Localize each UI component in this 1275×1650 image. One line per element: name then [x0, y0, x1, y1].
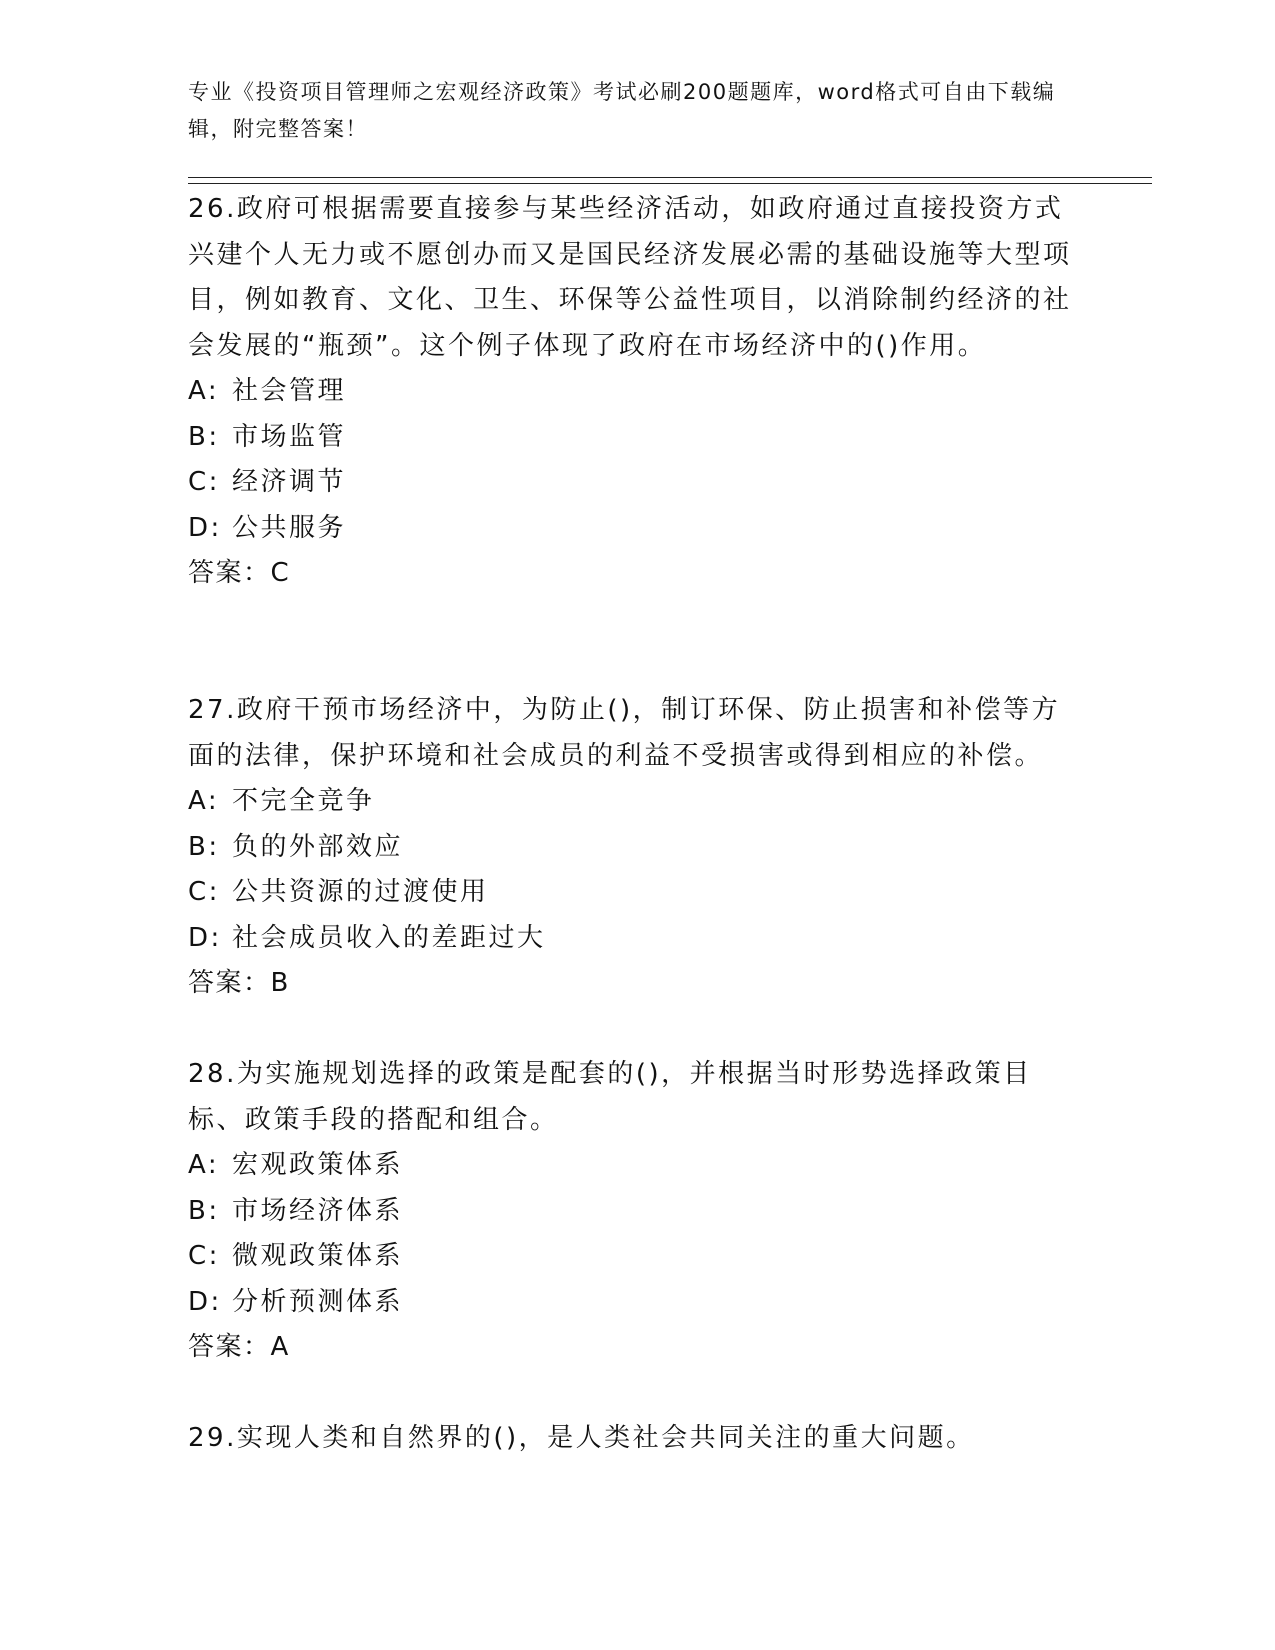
option-c	[188, 870, 1088, 916]
answer-label: 答案：A	[188, 1332, 290, 1362]
option-text: 社会成员收入的差距过大	[232, 922, 546, 953]
option-letter: C:	[188, 1241, 220, 1271]
option-letter: B:	[188, 831, 220, 862]
option-text: 宏观政策体系	[232, 1150, 404, 1180]
document-header: 专业《投资项目管理师之宏观经济政策》考试必刷200题题库，word格式可自由下载编辑，附完整答案！	[188, 80, 1056, 141]
question-text: 29.实现人类和自然界的()，是人类社会共同关注的重大问题。	[188, 1423, 975, 1453]
option-text: 公共资源的过渡使用	[232, 877, 489, 907]
option-letter: A:	[188, 786, 220, 816]
question-29	[188, 1416, 1088, 1462]
option-letter: D:	[188, 1286, 222, 1317]
question-26	[188, 187, 1088, 597]
option-a	[188, 1143, 1088, 1189]
answer-label: 答案：B	[188, 968, 290, 998]
question-text: 27.政府干预市场经济中，为防止()，制订环保、防止损害和补偿等方面的法律，保护环境和社会成员的利益不受损害或得到相应的补偿。	[188, 695, 1061, 771]
question-27	[188, 688, 1088, 1007]
option-d	[188, 916, 1088, 962]
option-letter: A:	[188, 1150, 220, 1180]
question-text: 26.政府可根据需要直接参与某些经济活动，如政府通过直接投资方式兴建个人无力或不愿创办而又是国民经济发展必需的基础设施等大型项目，例如教育、文化、卫生、环保等公益性项目，以消除制约经济的社会发展的“瓶颈”。这个例子体现了政府在市场经济中的()作用。	[188, 194, 1072, 361]
option-c	[188, 1234, 1088, 1280]
option-text: 市场监管	[232, 421, 347, 452]
option-text: 经济调节	[232, 467, 347, 497]
option-letter: A:	[188, 376, 220, 406]
option-letter: D:	[188, 922, 222, 953]
header-rule-top	[188, 177, 1152, 178]
option-letter: B:	[188, 1195, 220, 1226]
option-text: 社会管理	[232, 376, 347, 406]
option-a	[188, 369, 1088, 415]
option-a	[188, 779, 1088, 825]
answer-label: 答案：C	[188, 558, 291, 588]
option-c	[188, 460, 1088, 506]
question-text: 28.为实施规划选择的政策是配套的()，并根据当时形势选择政策目标、政策手段的搭配和组合。	[188, 1059, 1032, 1135]
option-letter: C:	[188, 467, 220, 497]
option-letter: D:	[188, 512, 222, 543]
header-rule-bottom	[188, 183, 1152, 184]
option-text: 负的外部效应	[232, 831, 404, 862]
option-text: 分析预测体系	[232, 1286, 404, 1317]
option-letter: B:	[188, 421, 220, 452]
option-text: 微观政策体系	[232, 1241, 404, 1271]
option-letter: C:	[188, 877, 220, 907]
option-text: 公共服务	[232, 512, 347, 543]
option-b	[188, 825, 1088, 871]
question-28	[188, 1052, 1088, 1371]
option-b	[188, 415, 1088, 461]
option-text: 不完全竞争	[232, 786, 375, 816]
option-d	[188, 1280, 1088, 1326]
option-d	[188, 506, 1088, 552]
option-text: 市场经济体系	[232, 1195, 404, 1226]
option-b	[188, 1189, 1088, 1235]
